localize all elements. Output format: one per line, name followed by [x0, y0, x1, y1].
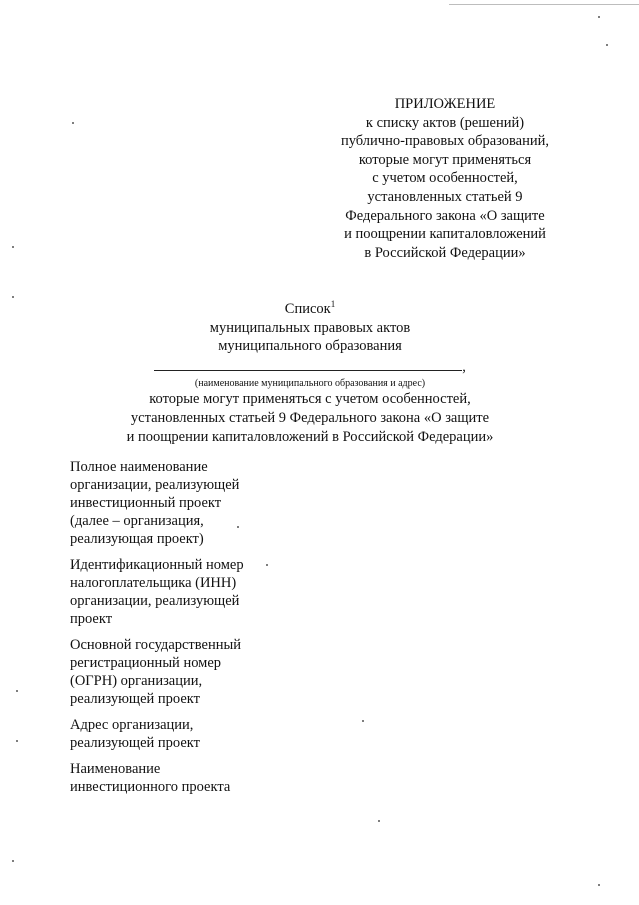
field-label-line: (ОГРН) организации,: [70, 673, 203, 689]
scan-speck: [72, 122, 74, 124]
appendix-line: в Российской Федерации»: [364, 244, 526, 261]
field-label-line: реализующей проект: [70, 735, 200, 751]
scan-speck: [12, 246, 14, 248]
municipality-fill-line: [154, 359, 462, 371]
field-label-line: регистрационный номер: [70, 655, 222, 671]
field-label-line: организации, реализующей: [70, 593, 240, 609]
list-title-block: [90, 300, 530, 446]
appendix-header: [320, 95, 570, 262]
field-label-line: организации, реализующей: [70, 477, 240, 493]
appendix-title: ПРИЛОЖЕНИЕ: [394, 96, 496, 112]
field-project-name: [70, 760, 300, 796]
appendix-line: публично-правовых образований,: [340, 133, 550, 150]
scan-speck: [12, 860, 14, 862]
title-line: и поощрении капиталовложений в Российской Федерации»: [126, 428, 494, 445]
scan-speck: [16, 740, 18, 742]
scan-speck: [606, 44, 608, 46]
field-label-line: Наименование: [70, 761, 161, 777]
field-ogrn: [70, 636, 300, 708]
fill-line-caption: (наименование муниципального образования и адрес): [194, 378, 426, 390]
footnote-mark: 1: [330, 299, 336, 310]
field-label-list: [70, 458, 300, 804]
field-label-line: Идентификационный номер: [70, 557, 244, 573]
scan-speck: [16, 690, 18, 692]
appendix-line: к списку актов (решений): [365, 114, 525, 131]
appendix-line: и поощрении капиталовложений: [344, 226, 546, 243]
appendix-line: Федерального закона «О защите: [345, 207, 545, 224]
field-label-line: (далее – организация,: [70, 513, 204, 529]
scan-speck: [12, 296, 14, 298]
title-line: муниципальных правовых актов: [209, 319, 411, 336]
scan-speck: [378, 820, 380, 822]
field-label-line: реализующей проект: [70, 691, 200, 707]
title-line: муниципального образования: [218, 338, 402, 355]
list-heading: [90, 300, 530, 319]
field-label-line: Адрес организации,: [70, 717, 194, 733]
field-label-line: налогоплательщика (ИНН): [70, 575, 237, 591]
field-label-line: инвестиционного проекта: [70, 779, 231, 795]
scan-speck: [362, 720, 364, 722]
field-label-line: проект: [70, 611, 113, 627]
appendix-line: которые могут применяться: [358, 151, 532, 168]
fill-line-comma: ,: [462, 358, 466, 375]
field-label-line: Основной государственный: [70, 637, 241, 653]
municipality-fill-row: [90, 358, 530, 377]
field-label-line: инвестиционный проект: [70, 495, 222, 511]
list-heading-text: Список: [284, 301, 331, 317]
scan-speck: [598, 16, 600, 18]
field-label-line: реализующая проект): [70, 531, 204, 547]
title-line: которые могут применяться с учетом особенностей,: [149, 391, 471, 408]
field-label-line: Полное наименование: [70, 459, 208, 475]
scan-edge-mark: [449, 0, 639, 5]
appendix-line: с учетом особенностей,: [372, 170, 518, 187]
scan-speck: [598, 884, 600, 886]
field-inn: [70, 556, 300, 628]
title-line: установленных статьей 9 Федерального закона «О защите: [130, 409, 490, 426]
appendix-line: установленных статьей 9: [367, 188, 523, 205]
field-organization-name: [70, 458, 300, 548]
field-address: [70, 716, 300, 752]
